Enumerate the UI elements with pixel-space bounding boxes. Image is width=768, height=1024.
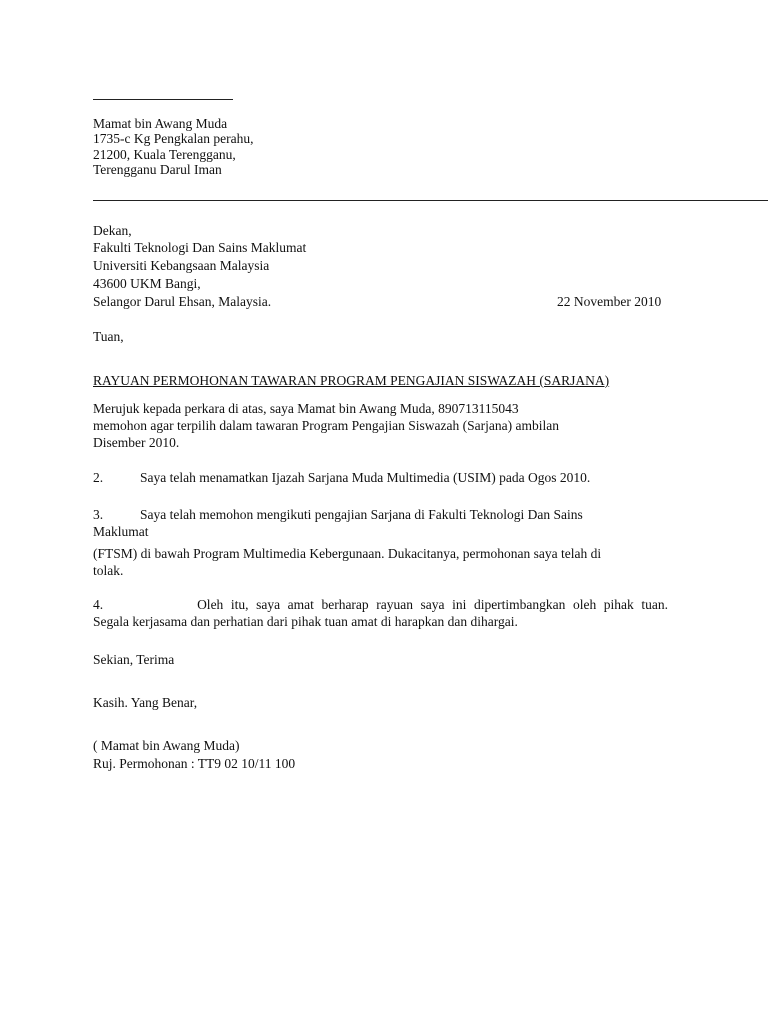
- paragraph-2-text: Saya telah menamatkan Ijazah Sarjana Muda Multimedia (USIM) pada Ogos 2010.: [140, 470, 591, 485]
- paragraph-4-number: 4.: [93, 597, 104, 612]
- paragraph-1: [93, 400, 668, 451]
- paragraph-2: [93, 469, 668, 486]
- recipient-line-5: Selangor Darul Ehsan, Malaysia.: [93, 294, 272, 309]
- application-reference: Ruj. Permohonan : TT9 02 10/11 100: [93, 756, 296, 771]
- paragraph-1-line-3: Disember 2010.: [93, 435, 180, 450]
- paragraph-4-line-1-wrap: [93, 596, 668, 613]
- closing-line-1: Sekian, Terima: [93, 652, 175, 667]
- recipient-line-3: Universiti Kebangsaan Malaysia: [93, 258, 270, 273]
- paragraph-1-line-1: Merujuk kepada perkara di atas, saya Mamat bin Awang Muda, 890713115043: [93, 401, 519, 416]
- paragraph-4-line-1: Oleh itu, saya amat berharap rayuan saya ini dipertimbangkan oleh pihak tuan.: [197, 597, 668, 612]
- recipient-line-2: Fakulti Teknologi Dan Sains Maklumat: [93, 240, 307, 255]
- recipient-line-1: Dekan,: [93, 223, 132, 238]
- paragraph-4-line-2: Segala kerjasama dan perhatian dari pihak tuan amat di harapkan dan dihargai.: [93, 614, 518, 629]
- sender-address-line-3: Terengganu Darul Iman: [93, 162, 222, 177]
- signature-name: ( Mamat bin Awang Muda): [93, 738, 240, 753]
- letter-subject: RAYUAN PERMOHONAN TAWARAN PROGRAM PENGAJIAN SISWAZAH (SARJANA): [93, 373, 610, 388]
- letter-date: 22 November 2010: [557, 294, 662, 309]
- recipient-line-4: 43600 UKM Bangi,: [93, 276, 201, 291]
- paragraph-3-line-4: tolak.: [93, 563, 124, 578]
- salutation: Tuan,: [93, 329, 124, 344]
- sender-address-line-2: 21200, Kuala Terengganu,: [93, 147, 236, 162]
- sender-name: Mamat bin Awang Muda: [93, 116, 228, 131]
- paragraph-3-line-3: (FTSM) di bawah Program Multimedia Kebergunaan. Dukacitanya, permohonan saya telah di: [93, 546, 602, 561]
- signature-rule-top: [93, 99, 233, 100]
- paragraph-3: [93, 506, 668, 579]
- paragraph-2-number: 2.: [93, 470, 104, 485]
- closing-line-2: Kasih. Yang Benar,: [93, 695, 198, 710]
- paragraph-3-line-2: Maklumat: [93, 524, 149, 539]
- paragraph-3-number: 3.: [93, 507, 104, 522]
- paragraph-3-line-1: Saya telah memohon mengikuti pengajian Sarjana di Fakulti Teknologi Dan Sains: [140, 507, 583, 522]
- paragraph-1-line-2: memohon agar terpilih dalam tawaran Program Pengajian Siswazah (Sarjana) ambilan: [93, 418, 559, 433]
- sender-address-line-1: 1735-c Kg Pengkalan perahu,: [93, 131, 254, 146]
- paragraph-4: [93, 596, 668, 630]
- letterhead-divider: [93, 200, 768, 201]
